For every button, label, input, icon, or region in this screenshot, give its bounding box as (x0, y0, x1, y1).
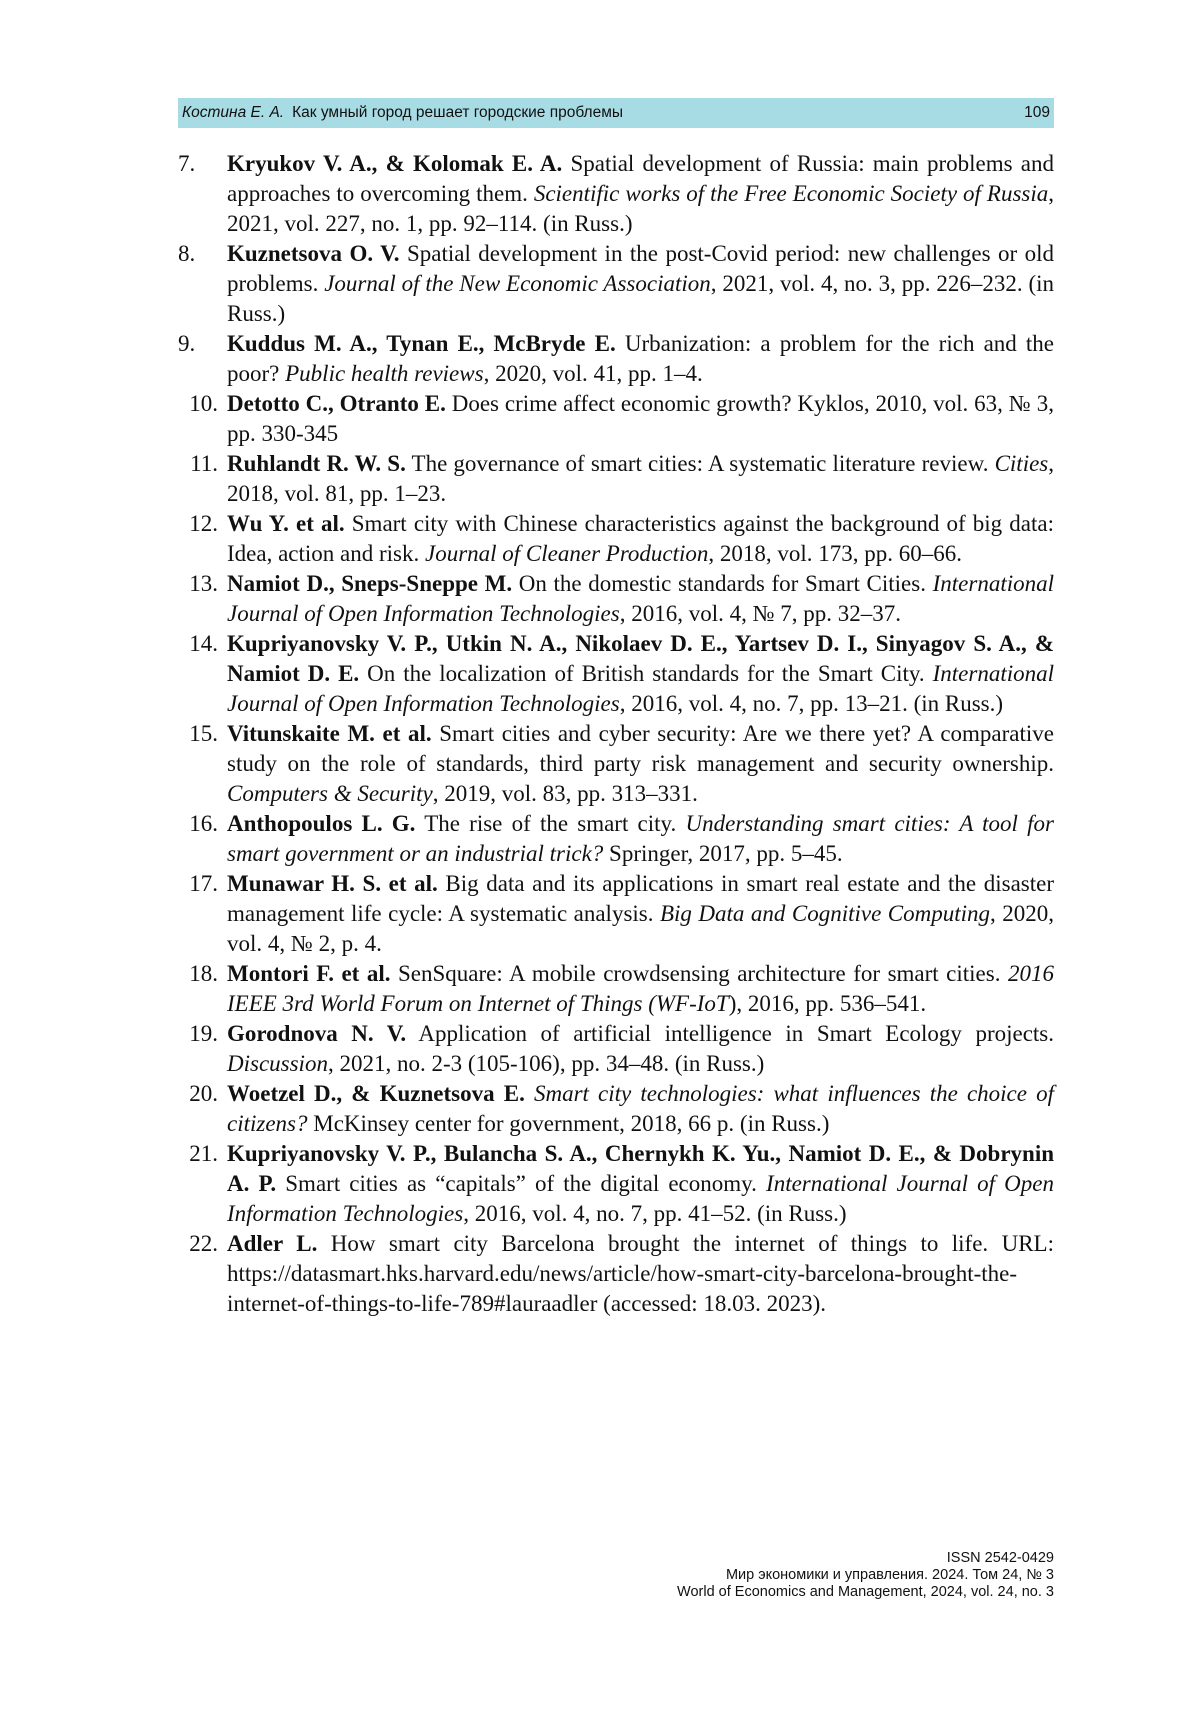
reference-title: On the localization of British standards for the Smart City. (359, 661, 933, 686)
footer-journal-ru: Мир экономики и управления. 2024. Том 24, № 3 (725, 1567, 1054, 1583)
reference-number: 18. (189, 961, 218, 986)
reference-title: Application of artificial intelligence in Smart Ecology projects. (406, 1021, 1054, 1046)
reference-item (178, 1019, 1054, 1079)
reference-item (178, 809, 1054, 869)
reference-authors: Anthopoulos L. G. (227, 811, 416, 836)
reference-title: The governance of smart cities: A systematic literature review. (405, 451, 995, 476)
reference-details: , 2016, vol. 4, no. 7, pp. 13–21. (in Russ.) (619, 691, 1004, 716)
reference-authors: Adler L. (227, 1231, 318, 1256)
reference-authors: Gorodnova N. V. (227, 1021, 407, 1046)
reference-item (178, 1229, 1054, 1319)
reference-item (178, 1079, 1054, 1139)
reference-number: 11. (190, 451, 218, 476)
reference-authors: Wu Y. et al. (227, 511, 345, 536)
reference-source: International Journal of Open Information Technologies (227, 661, 1054, 716)
reference-authors: Montori F. et al. (227, 961, 391, 986)
reference-number: 12. (189, 511, 218, 536)
reference-authors: Munawar H. S. et al. (227, 871, 438, 896)
reference-number: 9. (178, 331, 196, 356)
page-number: 109 (1024, 104, 1050, 121)
reference-number: 20. (189, 1081, 218, 1106)
reference-details: McKinsey center for government, 2018, 66 p. (in Russ.) (307, 1111, 830, 1136)
reference-item (178, 389, 1054, 449)
reference-number: 13. (189, 571, 218, 596)
reference-title: Urbanization: a problem for the rich and the poor? (227, 331, 1054, 386)
reference-source: Smart city technologies: what influences the choice of citizens? (227, 1081, 1054, 1136)
footer-journal-en: World of Economics and Management, 2024, vol. 24, no. 3 (677, 1584, 1054, 1600)
reference-item (178, 329, 1054, 389)
reference-title: Smart cities as “capitals” of the digital economy. (276, 1171, 767, 1196)
reference-details: , 2021, no. 2-3 (105-106), pp. 34–48. (in Russ.) (327, 1051, 765, 1076)
reference-source: Journal of Cleaner Production (424, 541, 709, 566)
reference-title: Smart city with Chinese characteristics against the background of big data: Idea, action and risk. (227, 511, 1054, 566)
reference-source: Big Data and Cognitive Computing (659, 901, 990, 926)
reference-authors: Kupriyanovsky V. P., Bulancha S. A., Chernykh K. Yu., Namiot D. E., & Dobrynin A. P. (227, 1141, 1054, 1196)
reference-details: , 2016, vol. 4, no. 7, pp. 41–52. (in Russ.) (463, 1201, 847, 1226)
reference-source: Public health reviews (285, 361, 484, 386)
reference-authors: Detotto C., Otranto E. (227, 391, 446, 416)
reference-item (178, 869, 1054, 959)
reference-item (178, 149, 1054, 239)
reference-title: The rise of the smart city. (415, 811, 686, 836)
reference-item (178, 509, 1054, 569)
reference-item (178, 629, 1054, 719)
reference-source: Discussion (227, 1051, 328, 1076)
reference-title: Big data and its applications in smart real estate and the disaster management life cycle: A systematic analysis. (227, 871, 1054, 926)
reference-authors: Vitunskaite M. et al. (227, 721, 432, 746)
reference-number: 22. (189, 1231, 218, 1256)
reference-title: On the domestic standards for Smart Cities. (512, 571, 933, 596)
reference-title: Does crime affect economic growth? Kyklos, 2010, vol. 63, № 3, pp. 330-345 (227, 391, 1054, 446)
reference-number: 7. (178, 151, 196, 176)
reference-details: ), 2016, pp. 536–541. (728, 991, 927, 1016)
reference-title: Smart cities and cyber security: Are we there yet? A comparative study on the role of standards, third party risk management and security ownership. (227, 721, 1055, 776)
reference-item (178, 1139, 1054, 1229)
reference-item (178, 569, 1054, 629)
reference-source: Understanding smart cities: A tool for smart government or an industrial trick? (227, 811, 1054, 866)
reference-details: Springer, 2017, pp. 5–45. (603, 841, 843, 866)
reference-details: , 2020, vol. 41, pp. 1–4. (483, 361, 703, 386)
reference-authors: Kryukov V. A., & Kolomak E. A. (227, 151, 563, 176)
reference-authors: Namiot D., Sneps-Sneppe M. (227, 571, 513, 596)
reference-item (178, 239, 1054, 329)
header-title: Как умный город решает городские проблемы (292, 104, 623, 121)
reference-source: International Journal of Open Information Technologies (227, 1171, 1054, 1226)
running-header (178, 98, 1054, 128)
reference-number: 8. (178, 241, 196, 266)
reference-title: SenSquare: A mobile crowdsensing architecture for smart cities. (390, 961, 1008, 986)
reference-number: 21. (189, 1141, 218, 1166)
reference-details: , 2018, vol. 81, pp. 1–23. (227, 451, 1054, 506)
reference-number: 16. (189, 811, 218, 836)
reference-source: Cities (994, 451, 1049, 476)
reference-title: Spatial development in the post-Covid period: new challenges or old problems. (227, 241, 1054, 296)
reference-number: 17. (189, 871, 218, 896)
reference-details: , 2021, vol. 227, no. 1, pp. 92–114. (in Russ.) (227, 181, 1054, 236)
reference-details: , 2018, vol. 173, pp. 60–66. (708, 541, 963, 566)
reference-number: 14. (189, 631, 218, 656)
reference-item (178, 449, 1054, 509)
reference-number: 19. (189, 1021, 218, 1046)
reference-details: , 2020, vol. 4, № 2, p. 4. (227, 901, 1054, 956)
reference-authors: Kupriyanovsky V. P., Utkin N. A., Nikolaev D. E., Yartsev D. I., Sinyagov S. A., & Namiot D. E. (227, 631, 1054, 686)
reference-list (178, 149, 1054, 1319)
reference-details: , 2021, vol. 4, no. 3, pp. 226–232. (in Russ.) (227, 271, 1054, 326)
reference-item (178, 959, 1054, 1019)
header-left (182, 104, 623, 122)
reference-details: , 2019, vol. 83, pp. 313–331. (432, 781, 698, 806)
reference-title (525, 1081, 534, 1106)
footer-issn: ISSN 2542-0429 (946, 1550, 1054, 1566)
reference-authors: Woetzel D., & Kuznetsova E. (227, 1081, 525, 1106)
reference-authors: Kuznetsova O. V. (227, 241, 400, 266)
reference-source: Journal of the New Economic Association (324, 271, 711, 296)
reference-authors: Kuddus M. A., Tynan E., McBryde E. (227, 331, 616, 356)
reference-source: Computers & Security (227, 781, 433, 806)
reference-number: 15. (189, 721, 218, 746)
reference-details: , 2016, vol. 4, № 7, pp. 32–37. (619, 601, 902, 626)
reference-title: How smart city Barcelona brought the internet of things to life. URL: https://datasmart.hks.harvard.edu/news/article/how-smart-city-barcelona-brought-the-internet-of-things-to-life-789#lauraadler (accessed: 18.03. 2023). (227, 1231, 1055, 1316)
journal-footer (677, 1550, 1054, 1601)
reference-source: 2016 IEEE 3rd World Forum on Internet of Things (WF-IoT (227, 961, 1054, 1016)
reference-number: 10. (189, 391, 218, 416)
reference-authors: Ruhlandt R. W. S. (227, 451, 406, 476)
reference-source: Scientific works of the Free Economic Society of Russia (533, 181, 1049, 206)
reference-item (178, 719, 1054, 809)
header-author: Костина Е. А. (182, 104, 285, 121)
reference-title: Spatial development of Russia: main problems and approaches to overcoming them. (227, 151, 1054, 206)
reference-source: International Journal of Open Information Technologies (227, 571, 1055, 626)
